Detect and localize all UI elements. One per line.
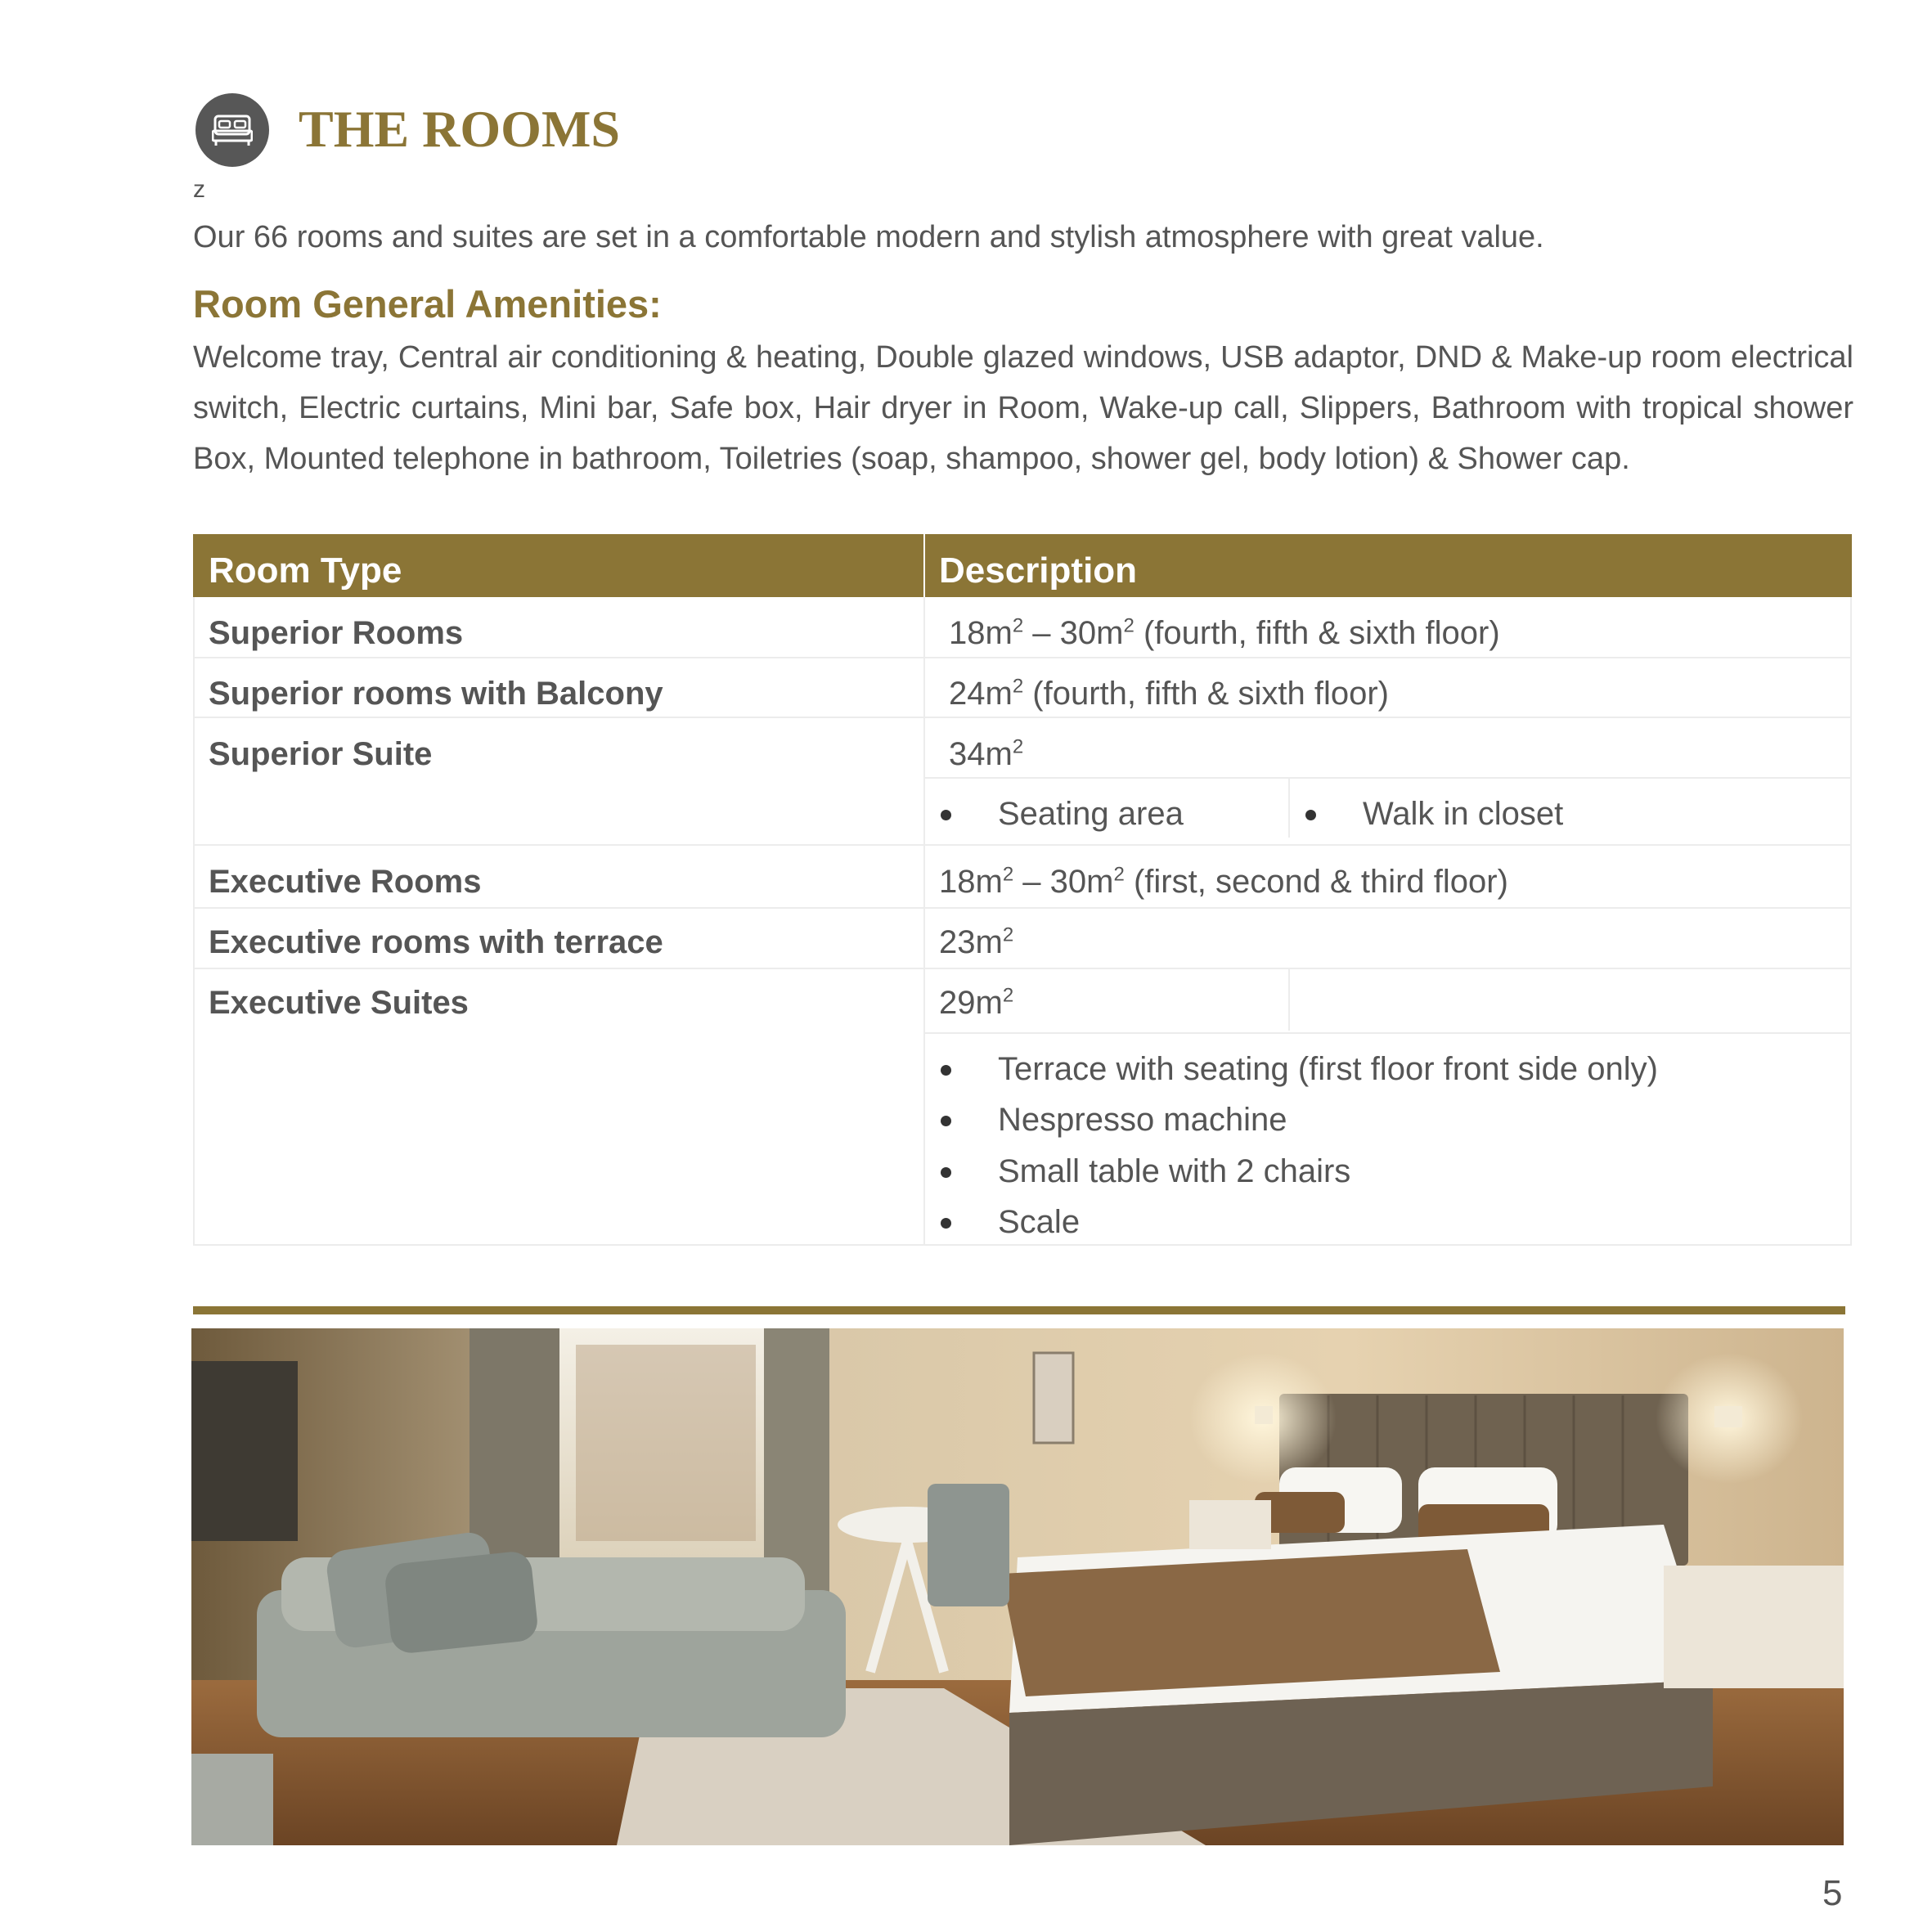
bullet-column-divider bbox=[1288, 777, 1290, 838]
row-divider bbox=[193, 717, 1852, 718]
room-type-cell: Executive rooms with terrace bbox=[209, 924, 663, 960]
row-divider bbox=[923, 777, 1852, 779]
room-description-cell: $29m^2$ bbox=[939, 984, 1014, 1021]
header-description: Description bbox=[939, 550, 1138, 591]
room-type-cell: Superior Rooms bbox=[209, 615, 464, 651]
row-divider bbox=[923, 1032, 1852, 1034]
stray-mark: z bbox=[193, 176, 205, 203]
room-type-cell: Superior Suite bbox=[209, 736, 433, 772]
room-description-cell: $24m^2$ (fourth, fifth & sixth floor) bbox=[949, 675, 1389, 712]
room-type-cell: Executive Suites bbox=[209, 985, 469, 1021]
bed-icon-badge bbox=[195, 93, 269, 167]
header-divider bbox=[923, 534, 925, 597]
table-border-bottom bbox=[193, 1244, 1852, 1246]
amenities-text: Welcome tray, Central air conditioning & heating, Double glazed windows, USB adaptor, DND & Make-up room electrical switch, Electric curtains, Mini bar, Safe box, Hair dryer in Room, Wake-up call, Slippers, Bathroom with tropical shower Box, Mounted telephone in bathroom, Toiletries (soap, shampoo, shower gel, body lotion) & Shower cap. bbox=[193, 340, 1853, 476]
room-description-cell: $18m^2 - 30m^2$ (fourth, fifth & sixth floor) bbox=[949, 614, 1500, 651]
table-header bbox=[193, 534, 1852, 597]
bed-icon bbox=[212, 111, 253, 149]
page-title: THE ROOMS bbox=[299, 100, 620, 158]
row-divider bbox=[193, 657, 1852, 658]
table-column-divider bbox=[923, 597, 925, 1246]
gold-divider bbox=[193, 1306, 1845, 1314]
intro-text: Our 66 rooms and suites are set in a comfortable modern and stylish atmosphere with great value. bbox=[193, 220, 1544, 254]
room-type-cell: Superior rooms with Balcony bbox=[209, 676, 663, 712]
amenities-heading: Room General Amenities: bbox=[193, 282, 662, 326]
room-type-cell: Executive Rooms bbox=[209, 864, 482, 900]
room-photo bbox=[191, 1328, 1844, 1845]
room-description-cell: $23m^2$ bbox=[939, 923, 1014, 960]
row-divider bbox=[193, 907, 1852, 909]
header-room-type: Room Type bbox=[209, 550, 402, 591]
row-divider bbox=[193, 968, 1852, 969]
suite-column-divider bbox=[1288, 969, 1290, 1031]
row-divider bbox=[193, 844, 1852, 846]
room-table: Room Type Description Superior Rooms $18m^2 - 30m^2$ (fourth, fifth & sixth floor) Superior rooms with Balcony $24m^2$ (fourth, fifth & sixth floor) Superior Suite $34m^2$ Seating area Walk in closet Executive Rooms $18m^2 - 30m^2$ (first, second & third floor) Executive rooms with terrace $23m^2$ Executive Suites $29m^2$ Terrace with seating (first floor front side only) Nespresso machine Small table with 2 chairs Scale bbox=[193, 534, 1852, 1246]
table-border-right bbox=[1850, 597, 1852, 1246]
table-border-left bbox=[193, 597, 195, 1246]
room-description-cell: $18m^2 - 30m^2$ (first, second & third floor) bbox=[939, 863, 1508, 900]
page-number: 5 bbox=[1822, 1873, 1843, 1913]
room-description-cell: $34m^2$ bbox=[949, 735, 1024, 772]
